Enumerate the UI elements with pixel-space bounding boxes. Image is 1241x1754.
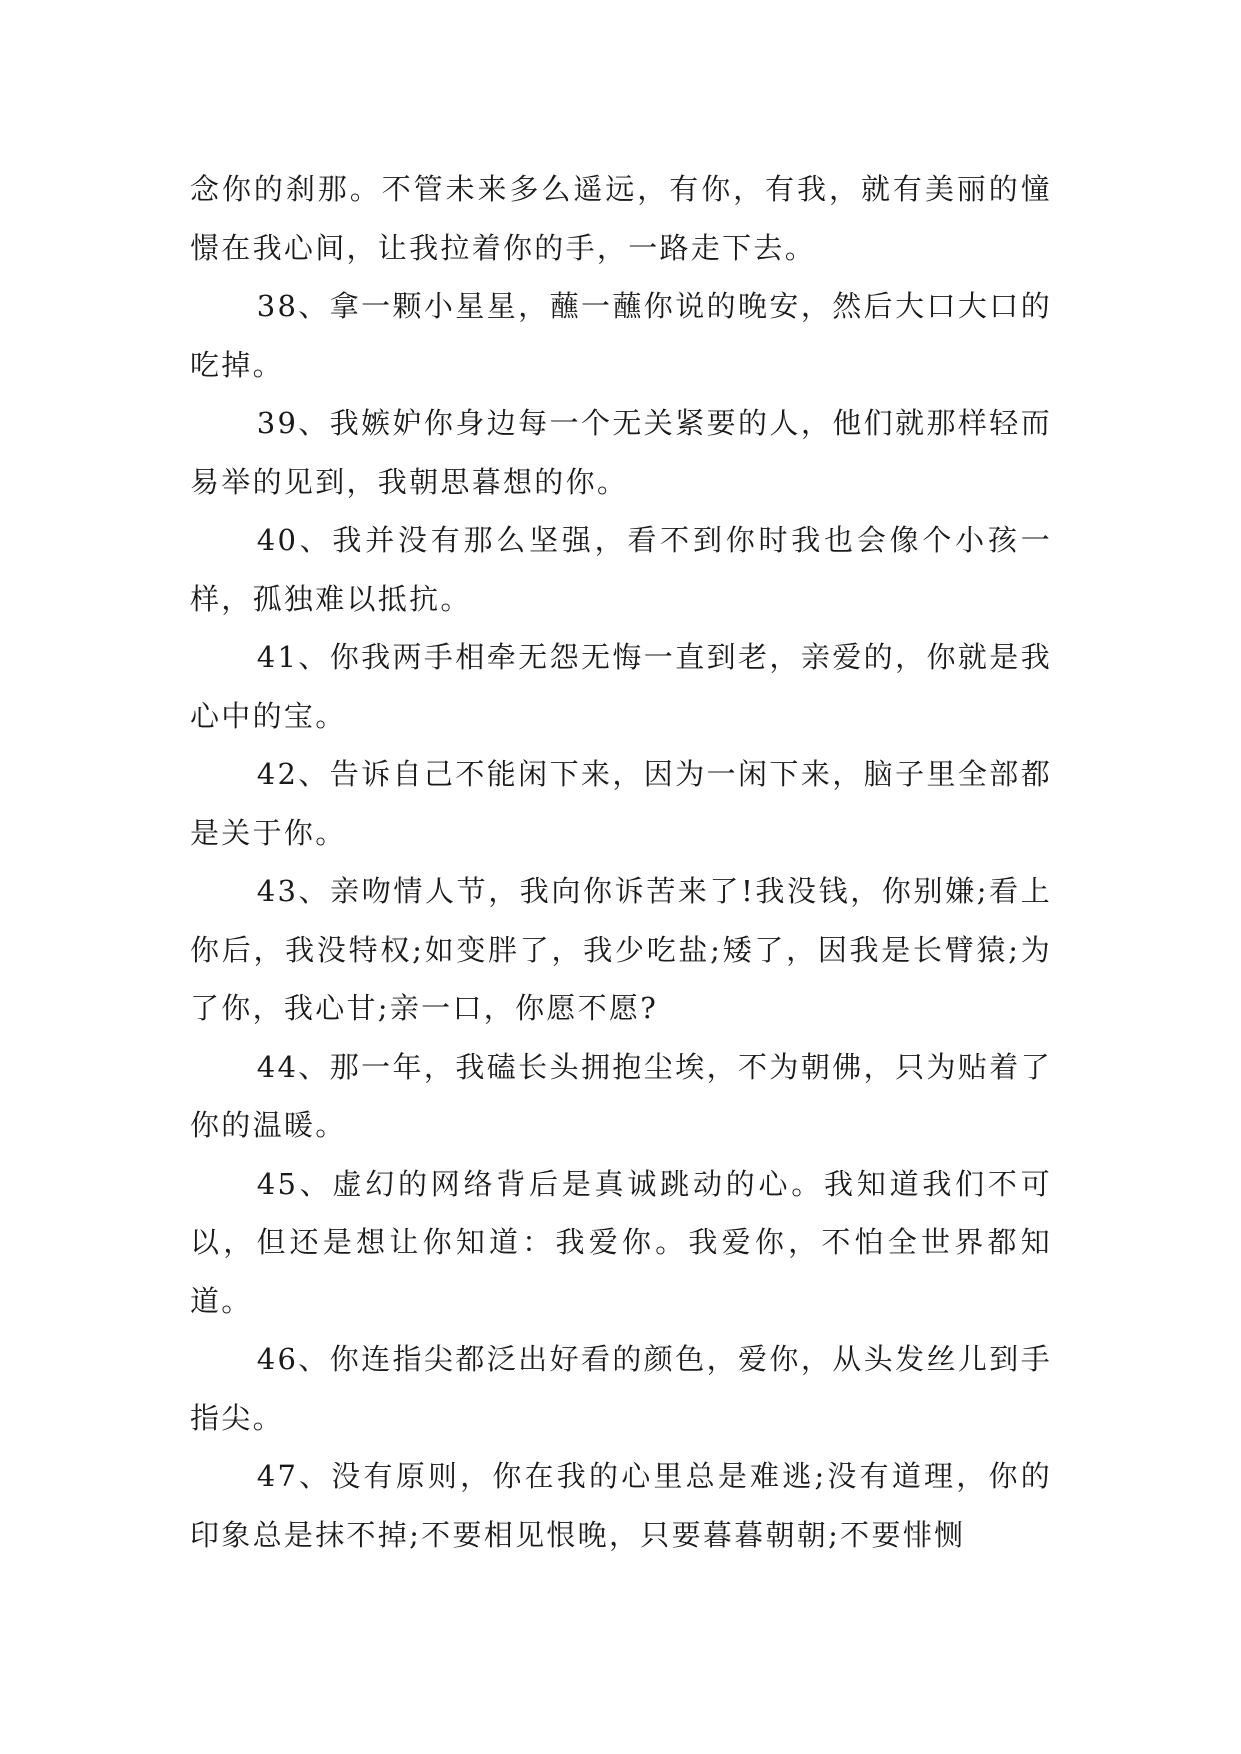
paragraph-47: 47、没有原则，你在我的心里总是难逃;没有道理，你的印象总是抹不掉;不要相见恨晚，只要暮暮朝朝;不要悱恻 (190, 1459, 1052, 1552)
paragraph-38: 38、拿一颗小星星，蘸一蘸你说的晚安，然后大口大口的吃掉。 (190, 289, 1052, 382)
paragraph-40: 40、我并没有那么坚强，看不到你时我也会像个小孩一样，孤独难以抵抗。 (190, 523, 1052, 616)
paragraph-46: 46、你连指尖都泛出好看的颜色，爱你，从头发丝儿到手指尖。 (190, 1342, 1052, 1435)
paragraph-44: 44、那一年，我磕长头拥抱尘埃，不为朝佛，只为贴着了你的温暖。 (190, 1049, 1052, 1142)
paragraph-continuation: 念你的刹那。不管未来多么遥远，有你，有我，就有美丽的憧憬在我心间，让我拉着你的手，一路走下去。 (190, 172, 1052, 265)
body-text (190, 160, 1052, 1564)
paragraph-43: 43、亲吻情人节，我向你诉苦来了!我没钱，你别嫌;看上你后，我没特权;如变胖了，我少吃盐;矮了，因我是长臂猿;为了你，我心甘;亲一口，你愿不愿? (190, 874, 1052, 1025)
paragraph-45: 45、虚幻的网络背后是真诚跳动的心。我知道我们不可以，但还是想让你知道：我爱你。我爱你，不怕全世界都知道。 (190, 1166, 1052, 1318)
paragraph-41: 41、你我两手相牵无怨无悔一直到老，亲爱的，你就是我心中的宝。 (190, 640, 1052, 733)
paragraph-42: 42、告诉自己不能闲下来，因为一闲下来，脑子里全部都是关于你。 (190, 757, 1052, 850)
paragraph-39: 39、我嫉妒你身边每一个无关紧要的人，他们就那样轻而易举的见到，我朝思暮想的你。 (190, 406, 1052, 499)
